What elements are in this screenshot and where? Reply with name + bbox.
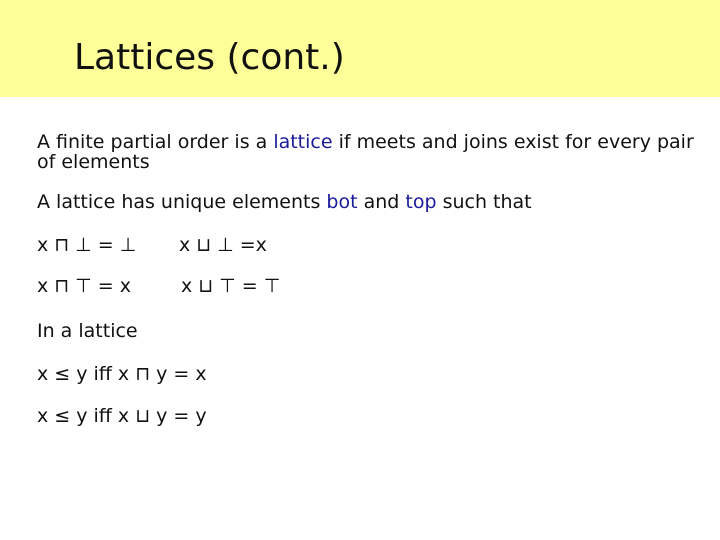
equation-leq-meet: x ≤ y iff x ⊓ y = x	[37, 363, 207, 385]
equation-join-bot: x ⊔ ⊥ =x	[179, 234, 267, 256]
term-top: top	[405, 191, 437, 213]
term-bot: bot	[326, 191, 358, 213]
definition-text-post: if meets and joins exist for every pair of elements	[37, 131, 694, 173]
bot-top-statement	[37, 192, 532, 212]
definition-text-pre: A finite partial order is a	[37, 131, 274, 153]
equation-meet-top: x ⊓ ⊤ = x	[37, 275, 131, 297]
lattice-definition	[37, 132, 702, 172]
equation-leq-join: x ≤ y iff x ⊔ y = y	[37, 405, 207, 427]
statement-text-post: such that	[436, 191, 532, 213]
statement-text-pre: A lattice has unique elements	[37, 191, 327, 213]
equation-join-top: x ⊔ ⊤ = ⊤	[181, 275, 281, 297]
term-lattice: lattice	[273, 131, 333, 153]
in-a-lattice-text: In a lattice	[37, 320, 138, 342]
slide-title: Lattices (cont.)	[74, 37, 345, 78]
equation-meet-bot: x ⊓ ⊥ = ⊥	[37, 234, 137, 256]
statement-text-mid: and	[357, 191, 406, 213]
